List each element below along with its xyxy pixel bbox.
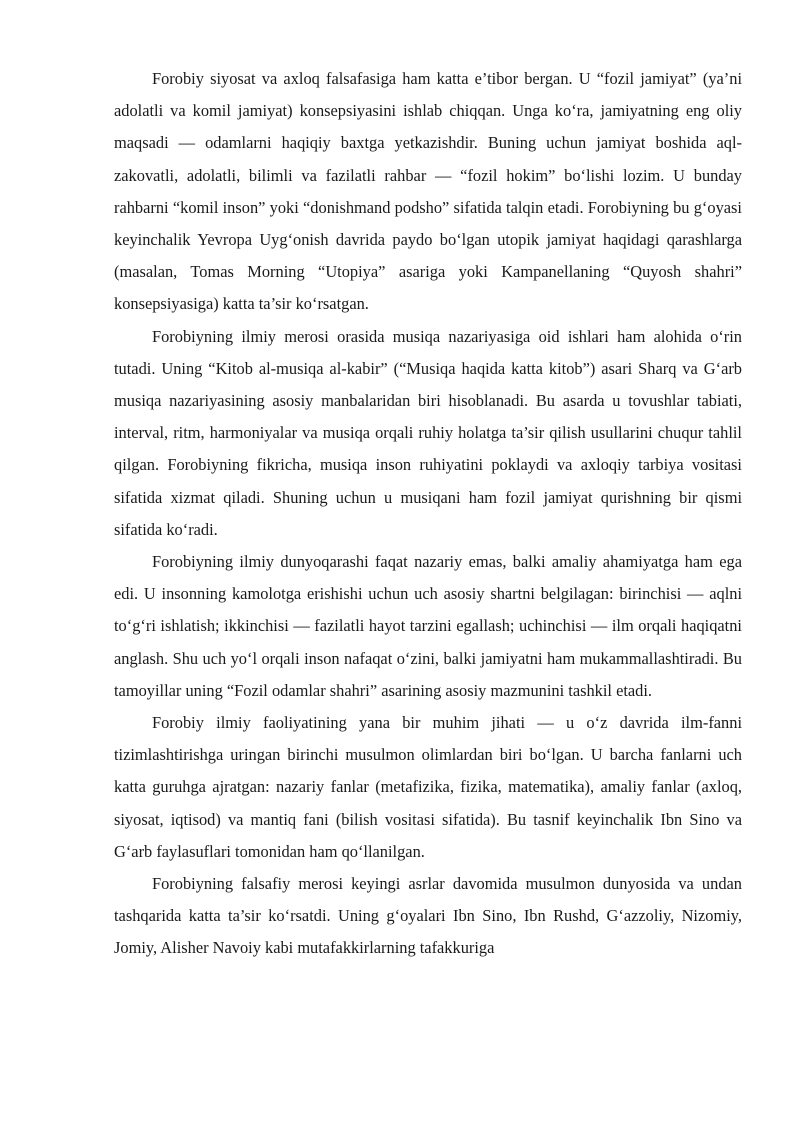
paragraph-music-theory: Forobiyning ilmiy merosi orasida musiqa nazariyasiga oid ishlari ham alohida o‘rin tutadi. Uning “Kitob al-musiqa al-kabir” (“Musiqa haqida katta kitob”) asari Sharq va G‘arb musiqa nazariyasining asosiy manbalaridan biri hisoblanadi. Bu asarda u tovushlar tabiati, interval, ritm, harmoniyalar va musiqa orqali ruhiy holatga ta’sir qilish usullarini chuqur tahlil qilgan. Forobiyning fikricha, musiqa inson ruhiyatini poklaydi va axloqiy tarbiya vositasi sifatida xizmat qiladi. Shuning uchun u musiqani ham fozil jamiyat qurishning bir qismi sifatida ko‘radi. xyxy=(114,326,742,539)
paragraph-classification-of-sciences: Forobiy ilmiy faoliyatining yana bir muhim jihati — u o‘z davrida ilm-fanni tizimlashtirishga uringan birinchi musulmon olimlardan biri bo‘lgan. U barcha fanlarni uch katta guruhga ajratgan: nazariy fanlar (metafizika, fizika, matematika), amaliy fanlar (axloq, siyosat, iqtisod) va mantiq fani (bilish vositasi sifatida). Bu tasnif keyinchalik Ibn Sino va G‘arb faylasuflari tomonidan ham qo‘llanilgan. xyxy=(114,713,742,861)
paragraph-political-philosophy: Forobiy siyosat va axloq falsafasiga ham katta e’tibor bergan. U “fozil jamiyat” (ya’ni adolatli va komil jamiyat) konsepsiyasini ishlab chiqqan. Unga ko‘ra, jamiyatning eng oliy maqsadi — odamlarni haqiqiy baxtga yetkazishdir. Buning uchun jamiyat boshida aql-zakovatli, adolatli, bilimli va fazilatli rahbar — “fozil hokim” bo‘lishi lozim. U bunday rahbarni “komil inson” yoki “donishmand podsho” sifatida talqin etadi. Forobiyning bu g‘oyasi keyinchalik Yevropa Uyg‘onish davrida paydo bo‘lgan utopik jamiyat haqidagi qarashlarga (masalan, Tomas Morning “Utopiya” asariga yoki Kampanellaning “Quyosh shahri” konsepsiyasiga) katta ta’sir ko‘rsatgan. xyxy=(114,69,742,314)
paragraph-legacy: Forobiyning falsafiy merosi keyingi asrlar davomida musulmon dunyosida va undan tashqarida katta ta’sir ko‘rsatdi. Uning g‘oyalari Ibn Sino, Ibn Rushd, G‘azzoliy, Nizomiy, Jomiy, Alisher Navoiy kabi mutafakkirlarning tafakkuriga xyxy=(114,874,742,958)
document-page xyxy=(114,63,742,965)
paragraph-worldview: Forobiyning ilmiy dunyoqarashi faqat nazariy emas, balki amaliy ahamiyatga ham ega edi. U insonning kamolotga erishishi uchun uch asosiy shartni belgilagan: birinchisi — aqlni to‘g‘ri ishlatish; ikkinchisi — fazilatli hayot tarzini egallash; uchinchisi — ilm orqali haqiqatni anglash. Shu uch yo‘l orqali inson nafaqat o‘zini, balki jamiyatni ham mukammallashtiradi. Bu tamoyillar uning “Fozil odamlar shahri” asarining asosiy mazmunini tashkil etadi. xyxy=(114,552,742,700)
